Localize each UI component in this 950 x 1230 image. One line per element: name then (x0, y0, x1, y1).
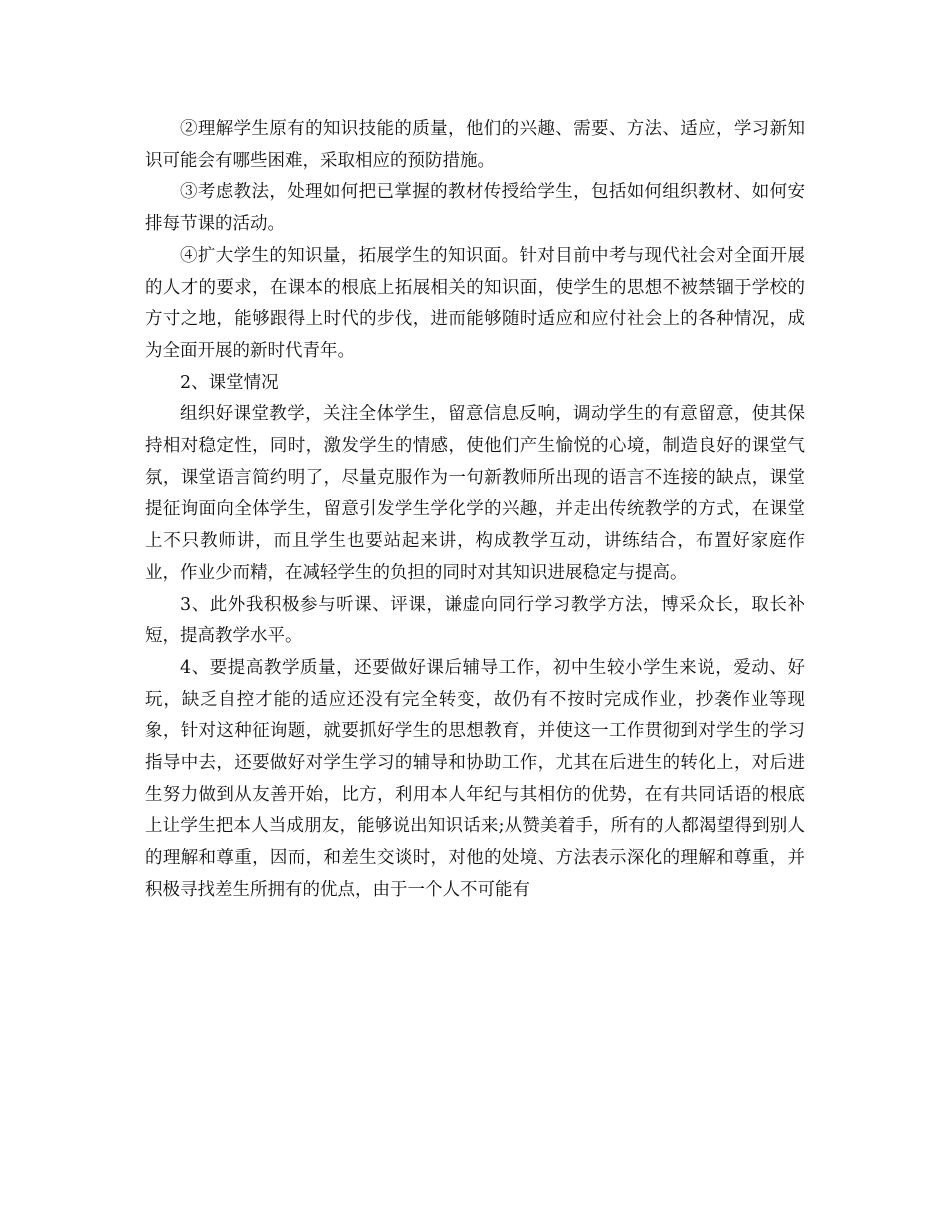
paragraph-peer-learning: 3、此外我积极参与听课、评课，谦虚向同行学习教学方法，博采众长，取长补短，提高教学水平。 (145, 594, 805, 647)
document-body (145, 114, 805, 907)
paragraph-teaching-preparation-3: ③考虑教法，处理如何把已掌握的教材传授给学生，包括如何组织教材、如何安排每节课的活动。 (145, 182, 805, 235)
paragraph-teaching-preparation-4: ④扩大学生的知识量，拓展学生的知识面。针对目前中考与现代社会对全面开展的人才的要求，在课本的根底上拓展相关的知识面，使学生的思想不被禁锢于学校的方寸之地，能够跟得上时代的步伐，进而能够随时适应和应付社会上的各种情况，成为全面开展的新时代青年。 (145, 245, 805, 361)
section-heading-classroom: 2、课堂情况 (180, 372, 279, 393)
paragraph-after-class-tutoring: 4、要提高教学质量，还要做好课后辅导工作，初中生较小学生来说，爱动、好玩，缺乏自控才能的适应还没有完全转变，故仍有不按时完成作业，抄袭作业等现象，针对这种征询题，就要抓好学生的思想教育，并使这一工作贯彻到对学生的学习指导中去，还要做好对学生学习的辅导和协助工作，尤其在后进生的转化上，对后进生努力做到从友善开始，比方，利用本人年纪与其相仿的优势，在有共同话语的根底上让学生把本人当成朋友，能够说出知识话来;从赞美着手，所有的人都渴望得到别人的理解和尊重，因而，和差生交谈时，对他的处境、方法表示深化的理解和尊重，并积极寻找差生所拥有的优点，由于一个人不可能有 (145, 657, 805, 900)
paragraph-classroom-situation: 组织好课堂教学，关注全体学生，留意信息反响，调动学生的有意留意，使其保持相对稳定性，同时，激发学生的情感，使他们产生愉悦的心境，制造良好的课堂气氛，课堂语言简约明了，尽量克服作为一句新教师所出现的语言不连接的缺点，课堂提征询面向全体学生，留意引发学生学化学的兴趣，并走出传统教学的方式，在课堂上不只教师讲，而且学生也要站起来讲，构成教学互动，讲练结合，布置好家庭作业，作业少而精，在减轻学生的负担的同时对其知识进展稳定与提高。 (145, 404, 805, 583)
paragraph-teaching-preparation-2: ②理解学生原有的知识技能的质量，他们的兴趣、需要、方法、适应，学习新知识可能会有哪些困难，采取相应的预防措施。 (145, 119, 805, 171)
